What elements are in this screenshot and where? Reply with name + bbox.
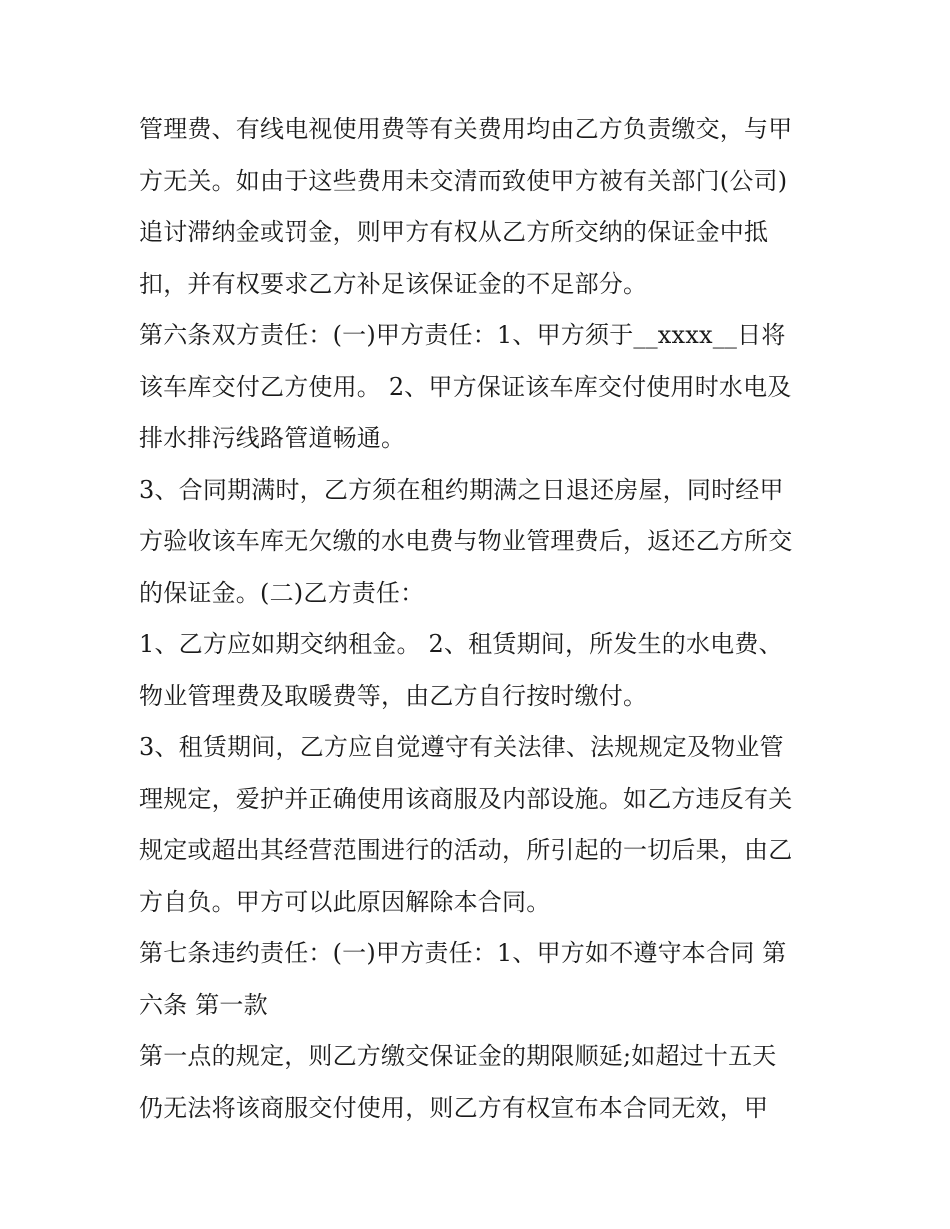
text-line: 六条 第一款 — [139, 990, 268, 1019]
text-line: 方无关。如由于这些费用未交清而致使甲方被有关部门(公司) — [139, 166, 788, 195]
text-line: 方验收该车库无欠缴的水电费与物业管理费后，返还乙方所交 — [139, 527, 793, 555]
text-line: 的保证金。(二)乙方责任： — [139, 578, 425, 607]
text-line: 规定或超出其经营范围进行的活动，所引起的一切后果，由乙 — [139, 836, 793, 864]
text-line: 追讨滞纳金或罚金，则甲方有权从乙方所交纳的保证金中抵 — [139, 218, 769, 246]
text-line: 扣，并有权要求乙方补足该保证金的不足部分。 — [139, 269, 648, 298]
text-line: 第七条违约责任：(一)甲方责任：1、甲方如不遵守本合同 第 — [139, 939, 787, 967]
text-line: 1、乙方应如期交纳租金。 2、租赁期间，所发生的水电费、 — [139, 630, 783, 658]
text-line: 3、租赁期间，乙方应自觉遵守有关法律、法规规定及物业管 — [139, 733, 784, 761]
text-line: 排水排污线路管道畅通。 — [139, 424, 406, 452]
text-line: 该车库交付乙方使用。 2、甲方保证该车库交付使用时水电及 — [139, 372, 792, 401]
text-line: 理规定，爱护并正确使用该商服及内部设施。如乙方违反有关 — [139, 784, 793, 813]
text-line: 第六条双方责任：(一)甲方责任：1、甲方须于__xxxx__日将 — [139, 321, 786, 349]
text-line: 3、合同期满时，乙方须在租约期满之日退还房屋，同时经甲 — [139, 475, 784, 504]
text-line: 仍无法将该商服交付使用，则乙方有权宣布本合同无效，甲 — [139, 1093, 769, 1122]
text-line: 管理费、有线电视使用费等有关费用均由乙方负责缴交，与甲 — [139, 115, 793, 143]
text-line: 第一点的规定，则乙方缴交保证金的期限顺延;如超过十五天 — [139, 1042, 777, 1070]
text-line: 方自负。甲方可以此原因解除本合同。 — [139, 887, 551, 916]
text-line: 物业管理费及取暖费等，由乙方自行按时缴付。 — [139, 681, 648, 710]
contract-text — [139, 104, 819, 1134]
